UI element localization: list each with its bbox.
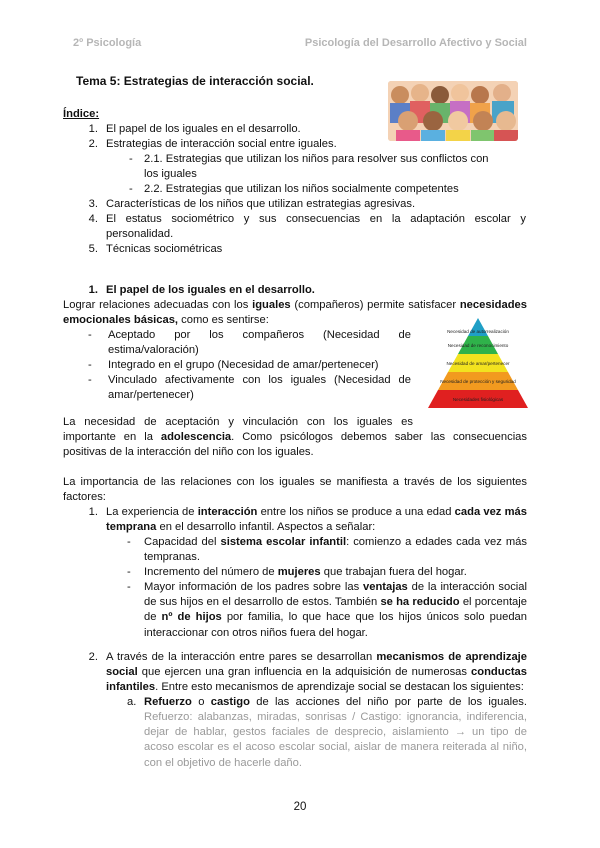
para3: La importancia de las relaciones con los iguales se manifiesta a través de los siguientes factores: xyxy=(63,476,527,504)
factor-2: A través de la interacción entre pares se desarrollan mecanismos de aprendizaje social que ejercen una gran influencia en la adquisición de numerosas conductas infantiles. Entre esto mecanismos de aprendizaje social se destacan los siguientes: xyxy=(106,651,528,694)
bullet-dash: - xyxy=(127,566,131,578)
pyramid-level-label: Necesidad de amar/pertenecer xyxy=(446,361,510,367)
pyramid-level-label: Necesidad de reconocimiento xyxy=(447,343,509,349)
index-num: 3. xyxy=(88,198,98,210)
index-item: Estrategias de interacción social entre iguales. xyxy=(106,138,337,150)
page-title: Tema 5: Estrategias de interacción social. xyxy=(76,74,314,88)
need-item: Aceptado por los compañeros (Necesidad de estima/valoración) xyxy=(108,329,411,357)
factor-1-point: Incremento del número de mujeres que trabajan fuera del hogar. xyxy=(144,566,467,578)
section-heading: El papel de los iguales en el desarrollo. xyxy=(106,284,315,296)
index-num: 5. xyxy=(88,243,98,255)
need-item: Integrado en el grupo (Necesidad de amar/pertenecer) xyxy=(108,359,379,371)
factor-1-point: Capacidad del sistema escolar infantil: comienzo a edades cada vez más tempranas. xyxy=(144,536,527,564)
index-num: 2. xyxy=(88,138,98,150)
factor-1-point: Mayor información de los padres sobre las ventajas de la interacción social de sus hijos en el desarrollo de estos. También se ha reducido el porcentaje de nº de hijos por familia, lo que hace que los hijos únicos solo puedan interaccionar con otros niños fuera del hogar. xyxy=(144,581,527,639)
index-item: El estatus sociométrico y sus consecuencias en la adaptación escolar y personalidad. xyxy=(106,213,526,241)
maslow-pyramid xyxy=(428,318,528,408)
factor-number: 2. xyxy=(88,651,98,663)
index-subitem: 2.2. Estrategias que utilizan los niños socialmente competentes xyxy=(144,183,459,195)
index-dash: - xyxy=(129,183,133,195)
para2-line-1: La necesidad de aceptación y vinculación con los iguales es xyxy=(63,416,413,428)
index-item: El papel de los iguales en el desarrollo. xyxy=(106,123,301,135)
bullet-dash: - xyxy=(88,329,92,341)
mechanism-a: Refuerzo o castigo de las acciones del niño por parte de los iguales. xyxy=(144,696,527,708)
bullet-dash: - xyxy=(127,536,131,548)
para2-line-2: importante en la adolescencia. Como psicólogos debemos saber las consecuencias xyxy=(63,431,527,443)
header-subject: Psicología del Desarrollo Afectivo y Social xyxy=(304,37,527,49)
index-item: Técnicas sociométricas xyxy=(106,243,223,255)
crowd-illustration xyxy=(388,81,518,141)
factor-number: 1. xyxy=(88,506,98,518)
page-number: 20 xyxy=(293,801,307,813)
factor-1: La experiencia de interacción entre los niños se produce a una edad cada vez más temprana en el desarrollo infantil. Aspectos a señalar: xyxy=(106,506,527,534)
header-course: 2º Psicología xyxy=(73,37,142,49)
need-item: Vinculado afectivamente con los iguales (Necesidad de amar/pertenecer) xyxy=(108,374,411,402)
index-dash: - xyxy=(129,153,133,165)
intro-line-1: Lograr relaciones adecuadas con los iguales (compañeros) permite satisfacer necesidades xyxy=(63,299,527,311)
pyramid-level-label: Necesidades fisiológicas xyxy=(452,397,504,403)
pyramid-level-label: Necesidad de autorrealización xyxy=(447,329,509,335)
index-heading: Índice: xyxy=(63,108,100,120)
index-subitem: 2.1. Estrategias que utilizan los niños para resolver sus conflictos con los iguales xyxy=(144,153,489,181)
bullet-dash: - xyxy=(127,581,131,593)
index-num: 1. xyxy=(88,123,98,135)
index-num: 4. xyxy=(88,213,98,225)
para2-line-3: positivas de la interacción del niño con los iguales. xyxy=(63,446,314,458)
bullet-dash: - xyxy=(88,359,92,371)
section-number: 1. xyxy=(88,284,98,296)
index-item: Características de los niños que utilizan estrategias agresivas. xyxy=(106,198,416,210)
list-letter: a. xyxy=(127,696,137,708)
mechanism-a-examples: Refuerzo: alabanzas, miradas, sonrisas / Castigo: ignorancia, indiferencia, dejar de hablar, gestos faciales de desprecio, aislamiento → un tipo de acoso escolar es el acoso escolar social, aislar de manera reiterada al niño, con el objetivo de hacerle daño. xyxy=(144,711,527,769)
bullet-dash: - xyxy=(88,374,92,386)
intro-line-2: emocionales básicas, como es sentirse: xyxy=(63,314,269,326)
pyramid-level-label: Necesidad de protección y seguridad xyxy=(440,379,516,385)
